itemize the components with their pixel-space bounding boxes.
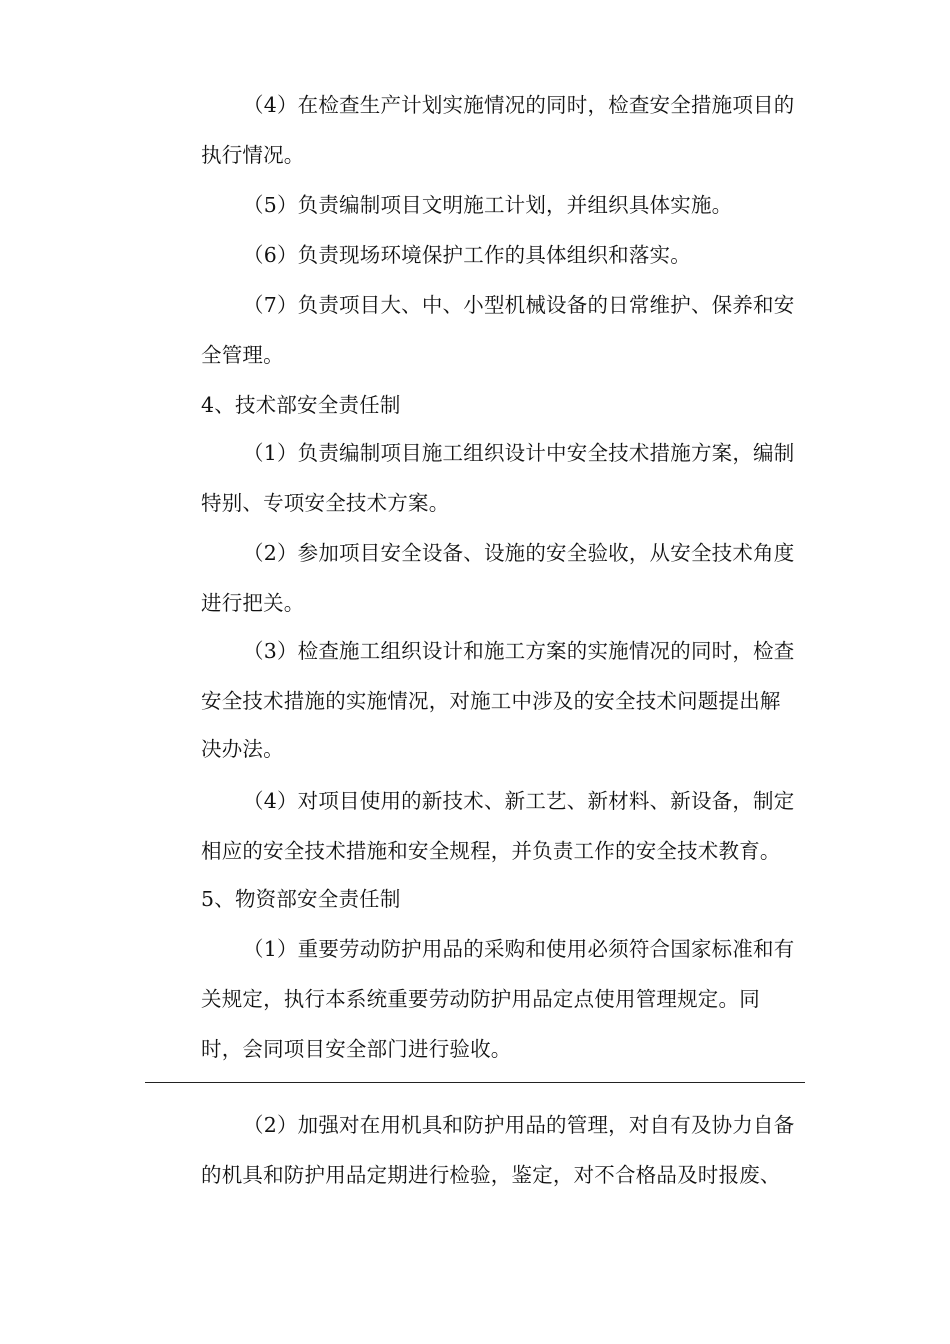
paragraph-line: 特别、专项安全技术方案。 (201, 491, 450, 515)
paragraph-line: （1）重要劳动防护用品的采购和使用必须符合国家标准和有 (243, 937, 795, 961)
paragraph-line: 全管理。 (201, 343, 284, 367)
page-break-divider (145, 1082, 805, 1083)
paragraph-line: （1）负责编制项目施工组织设计中安全技术措施方案，编制 (243, 441, 795, 465)
paragraph-line: （4）对项目使用的新技术、新工艺、新材料、新设备，制定 (243, 789, 795, 813)
section-heading: 4、技术部安全责任制 (201, 393, 401, 417)
paragraph-line: 的机具和防护用品定期进行检验，鉴定，对不合格品及时报废、 (201, 1163, 781, 1187)
paragraph-line: （3）检查施工组织设计和施工方案的实施情况的同时，检查 (243, 639, 795, 663)
paragraph-line: （7）负责项目大、中、小型机械设备的日常维护、保养和安 (243, 293, 795, 317)
paragraph-line: （2）加强对在用机具和防护用品的管理，对自有及协力自备 (243, 1113, 795, 1137)
paragraph-line: 相应的安全技术措施和安全规程，并负责工作的安全技术教育。 (201, 839, 781, 863)
paragraph-line: 决办法。 (201, 737, 284, 761)
paragraph-line: （5）负责编制项目文明施工计划，并组织具体实施。 (243, 193, 733, 217)
paragraph-line: 执行情况。 (201, 143, 305, 167)
section-heading: 5、物资部安全责任制 (201, 887, 401, 911)
paragraph-line: 进行把关。 (201, 591, 305, 615)
paragraph-line: 安全技术措施的实施情况，对施工中涉及的安全技术问题提出解 (201, 689, 781, 713)
paragraph-line: 时，会同项目安全部门进行验收。 (201, 1037, 512, 1061)
paragraph-line: （6）负责现场环境保护工作的具体组织和落实。 (243, 243, 691, 267)
paragraph-line: （2）参加项目安全设备、设施的安全验收，从安全技术角度 (243, 541, 795, 565)
paragraph-line: 关规定，执行本系统重要劳动防护用品定点使用管理规定。同 (201, 987, 760, 1011)
paragraph-line: （4）在检查生产计划实施情况的同时，检查安全措施项目的 (243, 93, 795, 117)
